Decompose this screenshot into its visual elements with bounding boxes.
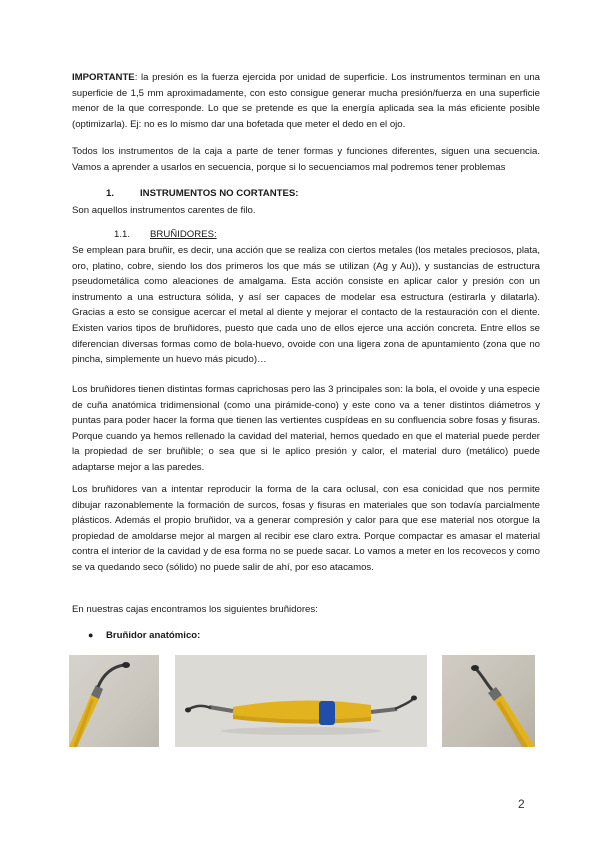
- photo-brunidor-full: [175, 655, 427, 747]
- section-1-number: 1.: [106, 188, 115, 199]
- bullet-brunidor-anatomico: [72, 628, 540, 644]
- section-1-1-title: BRUÑIDORES:: [150, 229, 217, 240]
- section-1-1-heading: [72, 227, 540, 243]
- cara-oclusal-paragraph: [72, 482, 540, 576]
- brunidores-intro-paragraph: [72, 243, 540, 368]
- bullet-title: Bruñidor anatómico:: [106, 630, 201, 641]
- photo-brunidor-tip-right: [442, 655, 535, 747]
- bullet-icon: ●: [88, 630, 94, 640]
- brunidor-tip-left-illustration: [69, 655, 159, 747]
- brunidor-full-illustration: [175, 655, 427, 747]
- photo-brunidor-tip-left: [69, 655, 159, 747]
- instrumentos-caja-text: Todos los instrumentos de la caja a parte de tener formas y funciones diferentes, siguen una secuencia. Vamos a aprender a usarlos en secuencia, porque si lo secuenciamos mal podremos tener problemas: [72, 146, 540, 173]
- no-cortantes-text: Son aquellos instrumentos carentes de filo.: [72, 205, 256, 216]
- formas-text: Los bruñidores tienen distintas formas caprichosas pero las 3 principales son: la bola, el ovoide y una especie de cuña anatómica tridimensional (como una pirámide-cono) y este cono va a tener distintos diámetros y puntas para poder hacer la forma que tienen las vertientes cuspídeas en su confluencia sobre fosas y fisuras. Porque cuando ya hemos rellenado la cavidad del material, hemos quedado en que el material puede perder la propiedad de ser bruñible; o sea que si le aplico presión y calor, el material duro (metálico) puede adaptarse mejor a las paredes.: [72, 384, 540, 473]
- no-cortantes-paragraph: [72, 203, 540, 219]
- section-1-title: INSTRUMENTOS NO CORTANTES:: [140, 188, 299, 199]
- cara-oclusal-text: Los bruñidores van a intentar reproducir la forma de la cara oclusal, con esa conicidad que nos permite dibujar razonablemente la formación de surcos, fosas y fisuras en materiales que son todavía parcialmente plásticos. Además el propio bruñidor, va a generar compresión y calor para que ese material nos otorgue la propiedad de amoldarse mejor al margen al recibir ese claro extra. Porque compactar es amasar el material contra el interior de la cavidad y de esa forma no se puede sacar. Lo vamos a meter en los recovecos y como se va quedando seco (sólido) no puede salir de ahí, por eso atacamos.: [72, 484, 540, 573]
- brunidores-intro-text: Se emplean para bruñir, es decir, una acción que se realiza con ciertos metales (los metales preciosos, plata, oro, platino, cobre, siendo los dos primeros los que más se utilizan (Ag y Au)), y sustancias de estructura pseudometálica como aleaciones de amalgama. Esta acción consiste en aplicar calor y presión con un instrumento a una estructura sólida, y así ser capaces de modelar esa estructura (estirarla y dilatarla). Gracias a esto se consigue acercar el metal al diente y mejorar el contacto de la restauración con el diente. Existen varios tipos de bruñidores, puesto que cada uno de ellos ejerce una acción concreta. Entre ellos se diferencian diversas formas como de bola-huevo, ovoide con una ligera zona de apuntamiento (zona que no pincha, simplemente un huevo más picudo)…: [72, 245, 540, 366]
- importante-text: : la presión es la fuerza ejercida por unidad de superficie. Los instrumentos terminan en una superficie de 1,5 mm aproximadamente, con esto consigue generar mucha presión/fuerza en una superficie menor de la que corresponde. Lo que se pretende es que la energía aplicada sea la más eficiente posible (optimizarla). Ej: no es lo mismo dar una bofetada que meter el dedo en el ojo.: [72, 72, 540, 130]
- instrumentos-caja-paragraph: [72, 144, 540, 175]
- section-1-1-number: 1.1.: [114, 229, 131, 240]
- formas-paragraph: [72, 382, 540, 476]
- brunidor-tip-right-illustration: [442, 655, 535, 747]
- cajas-text: En nuestras cajas encontramos los siguientes bruñidores:: [72, 604, 318, 615]
- section-1-heading: [72, 186, 540, 202]
- page-number: 2: [518, 797, 525, 811]
- importante-label: IMPORTANTE: [72, 72, 135, 83]
- cajas-paragraph: [72, 602, 540, 618]
- importante-paragraph: [72, 70, 540, 132]
